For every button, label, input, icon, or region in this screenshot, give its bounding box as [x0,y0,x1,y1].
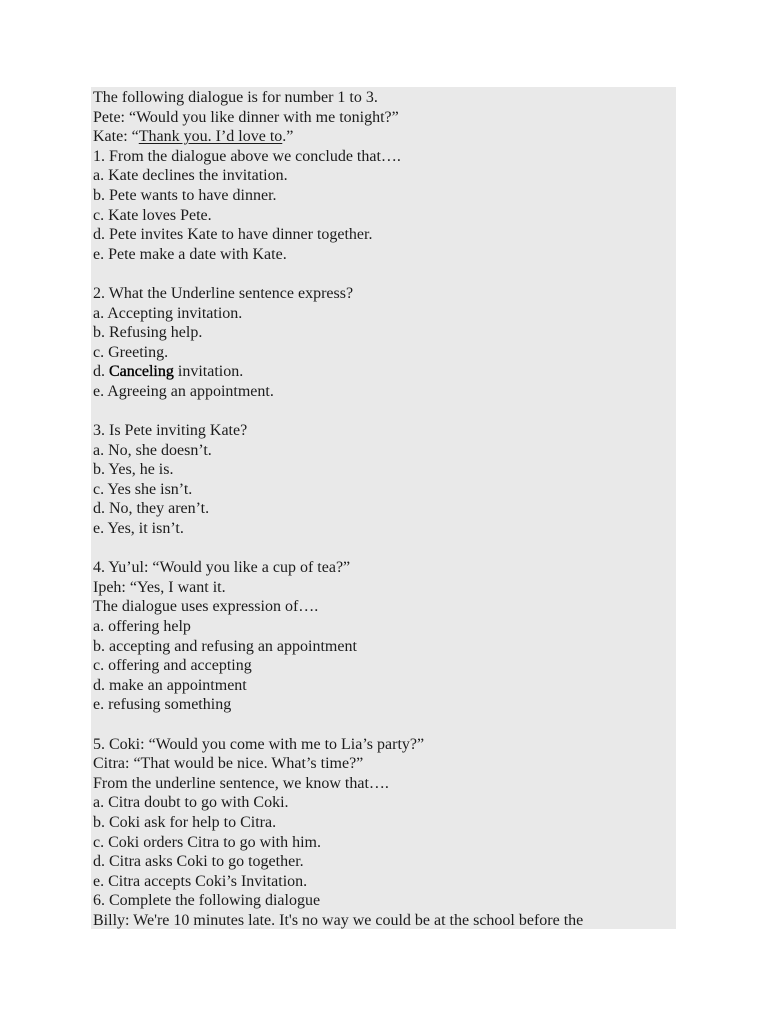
kate-prefix: Kate: “ [93,128,139,146]
q5-option-a: a. Citra doubt to go with Coki. [93,794,289,812]
question-6: 6. Complete the following dialogue [93,892,321,910]
intro-line: The following dialogue is for number 1 to 3. [93,89,378,106]
q5-option-d: d. Citra asks Coki to go together. [93,853,304,871]
q1-option-c: c. Kate loves Pete. [93,206,212,224]
q2-option-d [93,362,676,382]
question-5-line-2: Citra: “That would be nice. What’s time?” [93,755,364,773]
question-3: 3. Is Pete inviting Kate? [93,422,248,440]
q5-option-e: e. Citra accepts Coki’s Invitation. [93,872,308,890]
question-4-line-1: 4. Yu’ul: “Would you like a cup of tea?” [93,559,351,577]
q3-option-e: e. Yes, it isn’t. [93,520,184,538]
spacer [93,715,676,735]
spacer [93,264,676,284]
dialogue-kate-line [93,127,676,147]
question-5-prompt: From the underline sentence, we know that…. [93,774,389,792]
q2-option-b: b. Refusing help. [93,324,203,342]
q1-option-e: e. Pete make a date with Kate. [93,245,287,263]
q2-option-c: c. Greeting. [93,343,169,361]
q4-option-a: a. offering help [93,618,191,636]
dialogue-pete-line: Pete: “Would you like dinner with me tonight?” [93,108,399,126]
question-4-prompt: The dialogue uses expression of…. [93,598,319,616]
q2-option-d-suffix: invitation. [173,363,244,381]
q5-option-c: c. Coki orders Citra to go with him. [93,833,321,851]
kate-underlined-sentence: Thank you. I’d love to [138,128,283,146]
q4-option-e: e. refusing something [93,696,232,714]
q5-option-b: b. Coki ask for help to Citra. [93,813,277,831]
kate-suffix: .” [282,128,294,146]
q2-option-a: a. Accepting invitation. [93,304,243,322]
question-4-line-2: Ipeh: “Yes, I want it. [93,578,226,596]
q3-option-c: c. Yes she isn’t. [93,480,193,498]
q2-option-d-prefix: d. [93,363,109,381]
q1-option-a: a. Kate declines the invitation. [93,167,288,185]
q4-option-d: d. make an appointment [93,676,247,694]
q1-option-d: d. Pete invites Kate to have dinner together. [93,226,373,244]
spacer [93,402,676,422]
q3-option-a: a. No, she doesn’t. [93,441,212,459]
q6-billy-line: Billy: We're 10 minutes late. It's no way we could be at the school before the [93,911,584,929]
q4-option-b: b. accepting and refusing an appointment [93,637,357,655]
q1-option-b: b. Pete wants to have dinner. [93,186,277,204]
q2-option-e: e. Agreeing an appointment. [93,382,274,400]
question-1: 1. From the dialogue above we conclude that…. [93,147,401,165]
q4-option-c: c. offering and accepting [93,657,252,675]
document-text [91,87,676,929]
q2-option-d-bold-word: Canceling [109,363,174,381]
spacer [93,539,676,559]
question-2: 2. What the Underline sentence express? [93,284,354,302]
q3-option-b: b. Yes, he is. [93,461,174,479]
document-page [91,87,676,929]
q3-option-d: d. No, they aren’t. [93,500,210,518]
question-5-line-1: 5. Coki: “Would you come with me to Lia’s party?” [93,735,425,753]
